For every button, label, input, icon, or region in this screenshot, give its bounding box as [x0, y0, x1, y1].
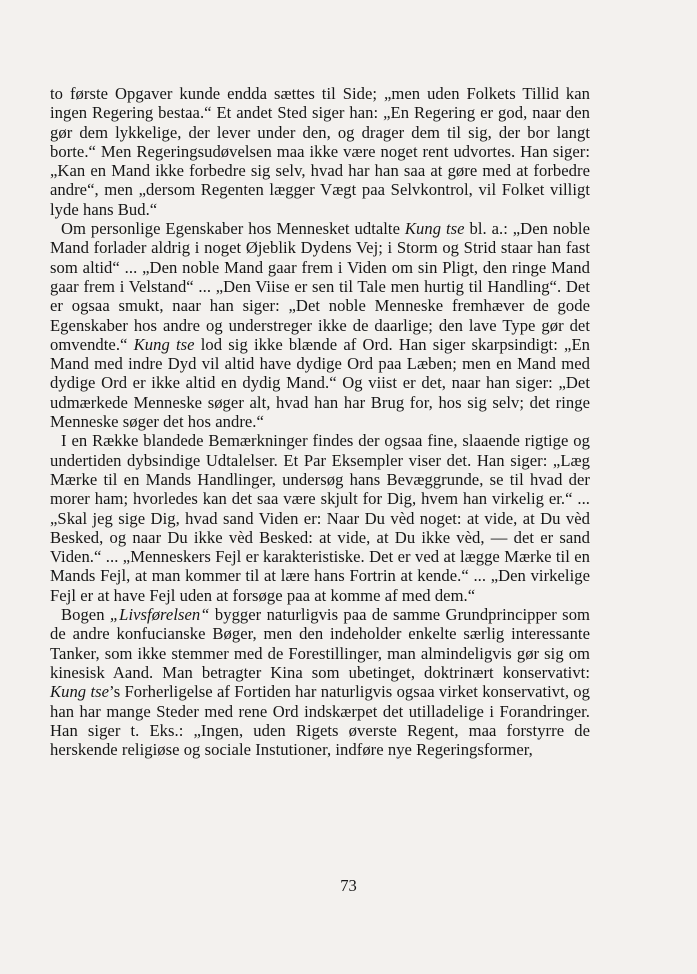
text-segment: bygger naturligvis paa de samme Grundprincipper som de andre konfucianske Bøger, men den indeholder enkelte særlig interessante Tanker, som ikke stemmer med de Forestillinger, man almindeligvis gør sig om kinesisk Aand. Man betragter Kina som ubetinget, doktrinært konservativt: [50, 605, 590, 682]
paragraph-3 [50, 431, 590, 605]
page-number: 73 [340, 876, 357, 895]
italic-name: Kung tse [404, 219, 465, 239]
text-segment: ’s Forherligelse af Fortiden har naturligvis ogsaa virket konservativt, og han har mange Steder med rene Ord indskærpet det utilladelige i Forandringer. Han siger t. Eks.: „Ingen, uden Rigets øverste Regent, maa forstyrre de herskende religiøse og sociale Instutioner, indføre nye Regeringsformer, [50, 682, 590, 760]
text-segment: I en Række blandede Bemærkninger findes der ogsaa fine, slaaende rigtige og undertiden dybsindige Udtalelser. Et Par Eksempler viser det. Han siger: „Læg Mærke til en Mands Handlinger, undersøg hans Bevæggrunde, se til hvad der morer ham; hvorledes kan det saa være skjult for Dig, hvem han virkelig er.“ ... „Skal jeg sige Dig, hvad sand Viden er: Naar Du vèd noget: at vide, at Du vèd Besked, og naar Du ikke vèd Besked: at vide, at Du ikke vèd, — det er sand Viden.“ ... „Menneskers Fejl er karakteristiske. Det er ved at lægge Mærke til en Mands Fejl, at man kommer til at lære hans Fortrin at kende.“ ... „Den virkelige Fejl er at have Fejl uden at forsøge paa at komme af med dem.“ [50, 431, 590, 605]
text-segment: lod sig ikke blænde af Ord. Han siger skarpsindigt: „En Mand med indre Dyd vil altid have dydige Ord paa Læben; men en Mand med dydige Ord er ikke altid en dydig Mand.“ Og viist er det, naar han siger: „Det udmærkede Menneske søger alt, hvad han har Brug for, hos sig selv; det ringe Menneske søger det hos andre.“ [50, 334, 590, 432]
text-segment: bl. a.: „Den noble Mand forlader aldrig i noget Øjeblik Dydens Vej; i Storm og Strid staar han fast som altid“ ... „Den noble Mand gaar frem i Viden om sin Pligt, den ringe Mand gaar frem i Velstand“ ... „Den Viise er sen til Tale men hurtig til Handling“. Det er ogsaa smukt, naar han siger: „Det noble Menneske fremhæver de gode Egenskaber hos andre og understreger ikke de daarlige; den lave Type gør det omvendte.“ [50, 219, 590, 354]
italic-book-title: „Livsførelsen“ [109, 605, 210, 625]
paragraph-1 [50, 84, 590, 219]
text-segment: Om personlige Egenskaber hos Mennesket udtalte [61, 219, 405, 239]
text-segment: Bogen [61, 605, 110, 625]
paragraph-4 [50, 605, 590, 759]
italic-name: Kung tse [133, 334, 195, 354]
italic-name: Kung tse [50, 682, 110, 702]
text-segment: to første Opgaver kunde endda sættes til Side; „men uden Folkets Tillid kan ingen Regering bestaa.“ Et andet Sted siger han: „En Regering er god, naar den gør dem lykkelige, der lever under den, og drager dem til sig, der bor langt borte.“ Men Regeringsudøvelsen maa ikke være noget rent udvortes. Han siger: „Kan en Mand ikke forbedre sig selv, hvad har han saa at gøre med at forbedre andre“, men „dersom Regenten lægger Vægt paa Selvkontrol, vil Folket villigt lyde hans Bud.“ [50, 84, 590, 219]
paragraph-2 [50, 219, 590, 431]
body-text [50, 84, 590, 759]
